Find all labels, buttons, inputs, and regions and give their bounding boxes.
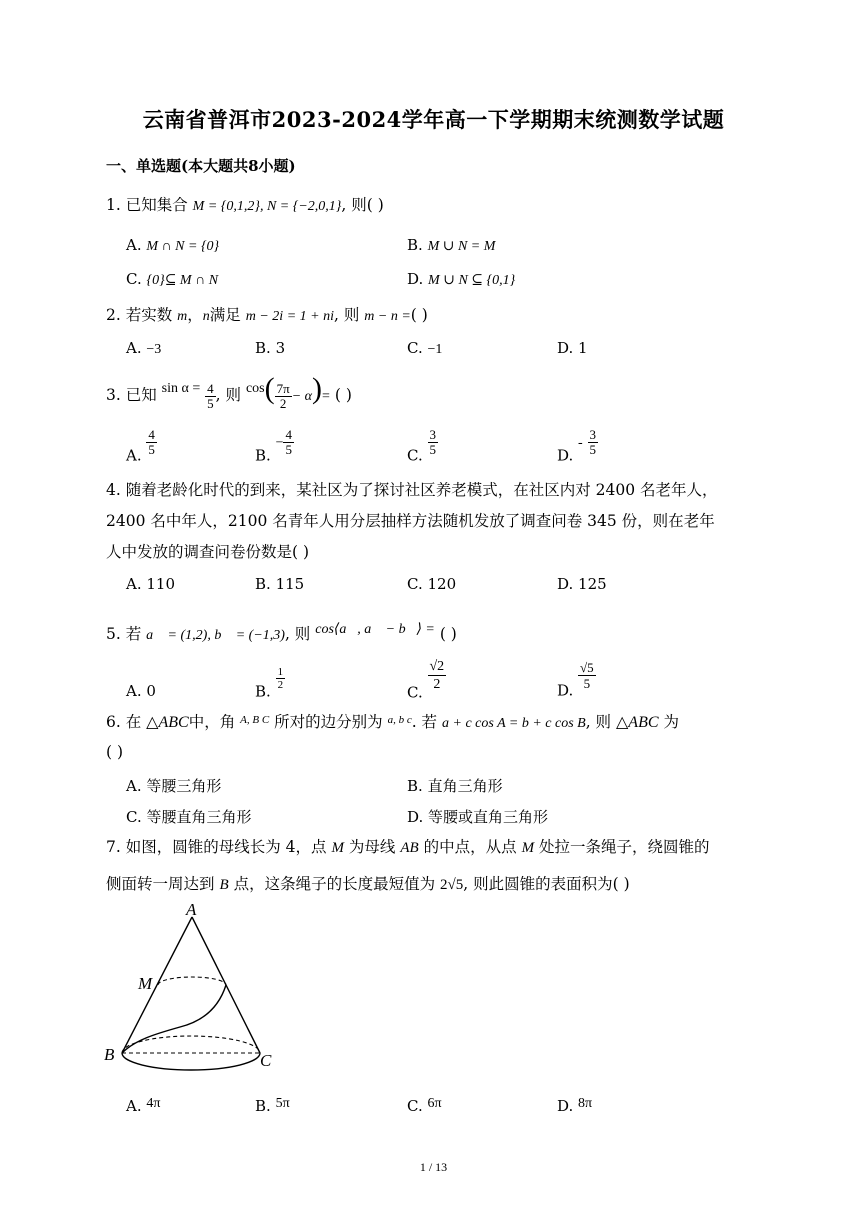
q3-option-d[interactable] <box>557 428 598 465</box>
question-5-stem <box>106 620 457 646</box>
option-text: 0 <box>146 682 156 700</box>
option-label: C. <box>407 339 423 357</box>
q6-expr: a + c cos A = b + c cos B <box>442 716 586 731</box>
option-label: B. <box>255 682 271 701</box>
q6-angles: A, B C <box>240 714 270 726</box>
option-label: A. <box>126 682 142 700</box>
q2-comma: ， <box>187 306 203 324</box>
option-label: A. <box>126 339 142 357</box>
denominator: 5 <box>207 395 214 411</box>
denominator: 2 <box>277 679 284 691</box>
option-text: 等腰直角三角形 <box>146 808 252 826</box>
option-label: A. <box>126 777 142 795</box>
question-4-line-3: 人中发放的调查问卷份数是( ) <box>106 543 310 561</box>
q1-option-c[interactable] <box>126 270 218 289</box>
q7-length: 2√5 <box>440 877 464 893</box>
q4-option-a[interactable] <box>126 575 175 593</box>
denominator: 5 <box>285 442 292 457</box>
q2-option-c[interactable] <box>407 339 442 358</box>
numerator: 3 <box>589 427 596 442</box>
q3-text-c: ( ) <box>334 386 352 404</box>
q3-text-b: , 则 <box>215 386 242 404</box>
q7-point-m-2: M <box>521 840 535 856</box>
q6-option-c[interactable] <box>126 806 252 827</box>
q6-text-a: 6. 在 <box>106 713 142 731</box>
numerator: 4 <box>207 380 214 396</box>
question-3-stem: 3. 已知 sin α = $\frac{4}{5}$ , 则 cos( $\frac{7\pi}{2}$ − α)= ( ) <box>106 372 352 411</box>
option-label: C. <box>126 808 142 826</box>
option-label: C. <box>407 1097 423 1115</box>
fig-label-c: C <box>260 1051 272 1070</box>
denominator: 5 <box>589 442 596 457</box>
option-text: 等腰三角形 <box>146 777 222 795</box>
option-text: 120 <box>427 575 457 593</box>
option-label: B. <box>407 236 423 254</box>
option-label: C. <box>126 270 142 288</box>
q3-sin: sin α = <box>161 381 201 396</box>
option-label: A. <box>126 1097 142 1115</box>
numerator: 1 <box>277 666 284 678</box>
option-fraction <box>146 428 157 457</box>
q2-option-b[interactable] <box>255 339 285 357</box>
q2-option-a[interactable] <box>126 339 161 358</box>
fig-label-a: A <box>186 900 197 919</box>
numerator: √2 <box>429 659 445 674</box>
option-label: C. <box>407 446 423 465</box>
option-label: D. <box>557 575 574 593</box>
q7-option-b[interactable] <box>255 1096 290 1115</box>
option-fraction <box>578 660 596 691</box>
numerator: 3 <box>429 427 436 442</box>
option-label: D. <box>557 339 574 357</box>
option-label: D. <box>557 1097 574 1115</box>
option-text: 115 <box>275 575 305 593</box>
option-text: 1 <box>578 339 588 357</box>
option-text: M ∪ N ⊆ {0,1} <box>428 273 516 288</box>
option-label: D. <box>557 446 574 465</box>
q3-option-c[interactable] <box>407 428 438 465</box>
option-label: B. <box>255 339 271 357</box>
denominator: 2 <box>279 395 287 411</box>
q1-text-a: 1. 已知集合 <box>106 196 188 214</box>
q6-text-f: 为 <box>663 713 679 731</box>
q1-option-d[interactable] <box>407 270 515 289</box>
option-sign: − <box>275 435 284 451</box>
option-label: D. <box>407 808 424 826</box>
numerator: 4 <box>148 427 155 442</box>
q5-text-a: 5. 若 <box>106 625 142 643</box>
option-label: C. <box>407 575 423 593</box>
option-text: 等腰或直角三角形 <box>428 808 549 826</box>
option-text: 5π <box>275 1096 290 1111</box>
q3-equals: = <box>322 389 330 404</box>
question-4-line-2: 2400 名中年人，2100 名青年人用分层抽样方法随机发放了调查问卷 345 份，则在老年 <box>106 512 715 530</box>
q7-point-b: B <box>219 877 229 893</box>
q2-var-n: n <box>202 309 210 324</box>
question-7-line-2 <box>106 874 630 895</box>
q3-inner-fraction <box>275 382 292 411</box>
option-label: B. <box>255 446 271 465</box>
q5-option-a[interactable] <box>126 682 156 700</box>
question-6-stem <box>106 710 679 734</box>
q6-triangle-2: △ABC <box>616 714 659 731</box>
q5-text-c: ( ) <box>439 625 457 643</box>
option-label: D. <box>557 681 574 700</box>
option-text: 125 <box>578 575 607 593</box>
option-fraction <box>588 428 599 457</box>
q7-text-b: 为母线 <box>348 838 396 856</box>
q5-option-b[interactable] <box>255 666 285 701</box>
option-label: B. <box>407 777 423 795</box>
denominator: 5 <box>583 676 591 691</box>
option-label: B. <box>255 575 271 593</box>
q4-option-b[interactable] <box>255 575 304 593</box>
q2-option-d[interactable] <box>557 339 588 357</box>
denominator: 2 <box>433 677 441 692</box>
option-text: 3 <box>275 339 286 357</box>
option-text: M ∩ N = {0} <box>146 239 220 254</box>
q6-text-d: . 若 <box>411 713 438 731</box>
page-number: 1 / 13 <box>419 1160 448 1174</box>
denominator: 5 <box>429 442 436 457</box>
option-text: −1 <box>427 342 443 357</box>
q6-option-d[interactable] <box>407 806 548 827</box>
q4-option-c[interactable] <box>407 575 456 593</box>
q3-alpha: − α <box>291 389 313 404</box>
q4-option-d[interactable] <box>557 575 607 593</box>
numerator: √5 <box>580 660 594 675</box>
question-4-line-1: 4. 随着老龄化时代的到来，某社区为了探讨社区养老模式，在社区内对 2400 名老年人， <box>106 481 718 499</box>
q7-text-d: 处拉一条绳子，绕圆锥的 <box>539 838 710 856</box>
q6-sides: a, b c <box>387 714 412 726</box>
q6-option-a[interactable] <box>126 775 221 796</box>
q7-text-g: , 则此圆锥的表面积为( ) <box>463 875 630 893</box>
cone-figure <box>100 900 290 1085</box>
option-label: D. <box>407 270 424 288</box>
option-text: 8π <box>578 1096 593 1111</box>
option-label: A. <box>126 575 142 593</box>
option-fraction <box>283 428 294 457</box>
q2-text-c: , 则 <box>333 306 360 324</box>
q5-cos: cos⟨a⃗, a⃗ − b⃗⟩ = <box>315 622 435 637</box>
q7-option-a[interactable] <box>126 1096 160 1115</box>
q6-text-b: 中，角 <box>188 713 236 731</box>
q5-text-b: , 则 <box>284 625 311 643</box>
option-text: 直角三角形 <box>427 777 503 795</box>
q5-expr: a⃗ = (1,2), b⃗ = (−1,3) <box>146 628 285 643</box>
q5-option-d[interactable] <box>557 660 596 700</box>
option-text: M ∪ N = M <box>427 239 496 254</box>
option-text: {0}⊆ M ∩ N <box>146 273 219 288</box>
q7-option-d[interactable] <box>557 1096 592 1115</box>
fig-label-m: M <box>138 974 153 993</box>
denominator: 5 <box>148 442 155 457</box>
q6-text-c: 所对的边分别为 <box>274 713 383 731</box>
q6-option-b[interactable] <box>407 775 503 796</box>
q7-option-c[interactable] <box>407 1096 442 1115</box>
q2-text-d: ( ) <box>410 306 428 324</box>
q1-text-b: , 则( ) <box>341 196 384 214</box>
option-label: A. <box>126 446 142 465</box>
q7-text-a: 7. 如图，圆锥的母线长为 4，点 <box>106 838 327 856</box>
fig-label-b: B <box>104 1045 115 1064</box>
q2-text-a: 2. 若实数 <box>106 306 173 324</box>
q2-text-b: 满足 <box>209 306 241 324</box>
numerator: 7π <box>276 380 290 396</box>
q3-option-a[interactable] <box>126 428 157 465</box>
option-text: −3 <box>146 342 162 357</box>
option-fraction <box>428 658 447 693</box>
option-text: 110 <box>146 575 176 593</box>
question-7-line-1 <box>106 837 710 858</box>
q7-text-e: 侧面转一周达到 <box>106 875 215 893</box>
page-title: 云南省普洱市2023-2024学年高一下学期期末统测数学试题 <box>142 107 725 132</box>
q6-triangle: △ABC <box>146 714 189 731</box>
q3-fraction <box>205 382 216 411</box>
q2-var-m: m <box>177 309 188 324</box>
numerator: 4 <box>285 427 292 442</box>
question-1-stem <box>106 195 384 217</box>
option-label: A. <box>126 236 142 254</box>
option-label: C. <box>407 683 423 702</box>
option-sign: - <box>578 435 583 451</box>
q3-text-a: 3. 已知 <box>106 386 157 404</box>
q5-option-c[interactable] <box>407 658 446 702</box>
option-label: B. <box>255 1097 271 1115</box>
option-fraction <box>276 666 286 691</box>
section-heading: 一、单选题(本大题共8小题) <box>106 157 296 175</box>
q7-text-c: 的中点，从点 <box>423 838 517 856</box>
option-text: 6π <box>427 1096 442 1111</box>
q2-expr: m − 2i = 1 + ni <box>245 309 334 324</box>
q1-option-a[interactable] <box>126 236 219 255</box>
question-2-stem <box>106 305 428 327</box>
q2-expr2: m − n = <box>364 309 411 324</box>
q1-expr: M = {0,1,2}, N = {−2,0,1} <box>192 199 342 214</box>
q7-text-f: 点，这条绳子的长度最短值为 <box>233 875 436 893</box>
q7-point-m: M <box>331 840 344 856</box>
q3-cos: cos <box>245 381 265 396</box>
question-6-line-2: ( ) <box>106 743 124 761</box>
option-fraction <box>428 428 439 457</box>
option-text: 4π <box>146 1096 161 1111</box>
q6-text-e: , 则 <box>585 713 612 731</box>
q3-option-b[interactable] <box>255 428 294 465</box>
q1-option-b[interactable] <box>407 236 495 255</box>
q7-segment-ab: AB <box>400 840 419 856</box>
